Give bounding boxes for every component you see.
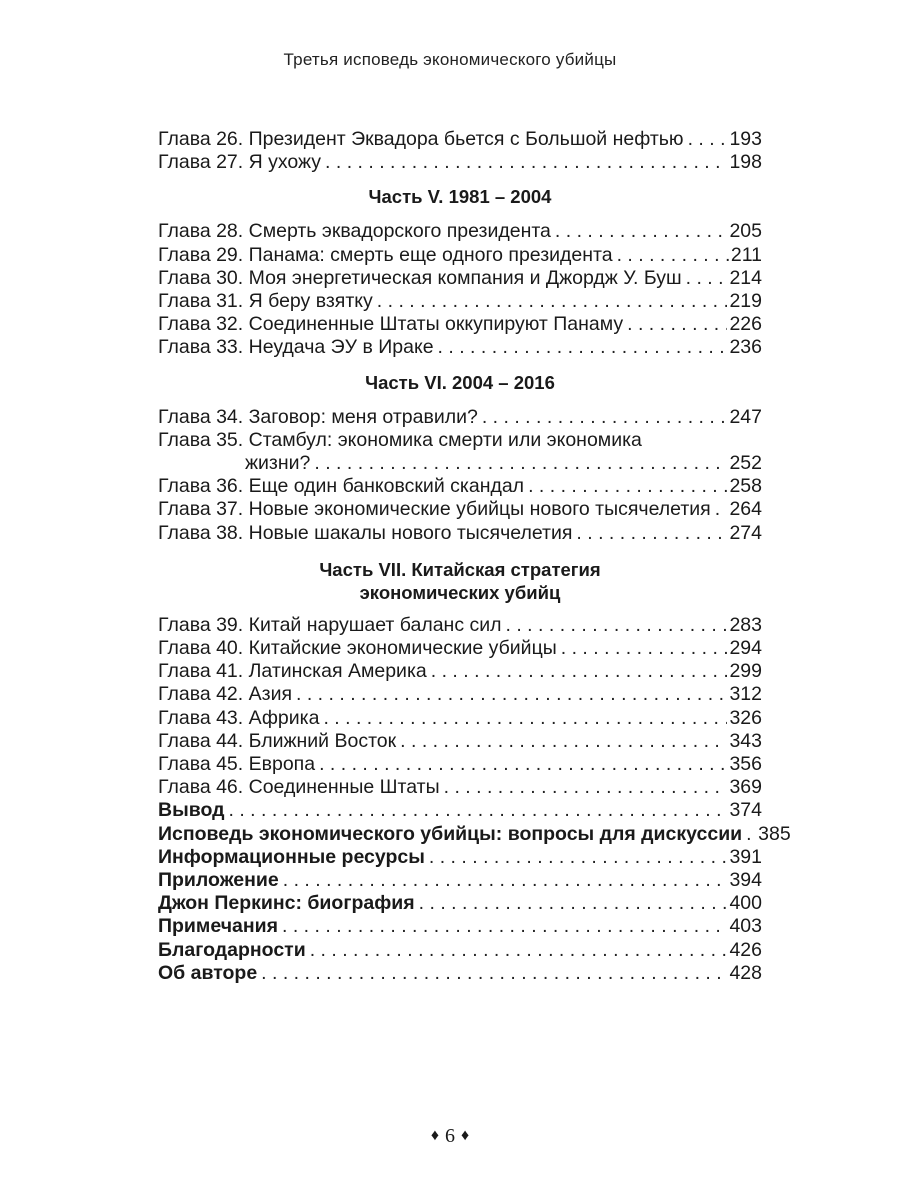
dot-leader [482, 406, 728, 429]
toc-entry-title-continued: жизни? [245, 452, 311, 475]
toc-entry[interactable] [158, 475, 762, 498]
dot-leader [314, 452, 727, 475]
toc-entry-title: Глава 44. Ближний Восток [158, 729, 397, 752]
dot-leader [325, 151, 727, 174]
toc-page-number: 326 [729, 706, 762, 729]
dot-leader [617, 244, 729, 267]
dot-leader [229, 799, 728, 822]
toc-entry-title: Глава 33. Неудача ЭУ в Ираке [158, 336, 434, 359]
toc-entry[interactable] [158, 267, 762, 290]
toc-page-number: 211 [730, 243, 762, 266]
toc-entry[interactable] [158, 151, 762, 174]
toc-entry[interactable] [158, 730, 762, 753]
toc-entry-title: Вывод [158, 799, 225, 822]
toc-entry[interactable] [158, 128, 762, 151]
toc-entry-title: Глава 39. Китай нарушает баланс сил [158, 613, 502, 636]
toc-entry-title: Об авторе [158, 961, 258, 984]
dot-leader [528, 475, 727, 498]
dot-leader [319, 753, 727, 776]
dot-leader [323, 707, 727, 730]
toc-entry[interactable] [158, 822, 791, 846]
toc-entry[interactable] [158, 220, 762, 243]
toc-entry[interactable] [158, 614, 762, 637]
toc-page-number: 205 [729, 220, 762, 243]
toc-page-number: 274 [729, 521, 762, 544]
dot-leader [555, 220, 728, 243]
toc-page-number: 394 [729, 869, 762, 892]
dot-leader [506, 614, 728, 637]
page-footer [0, 1125, 900, 1148]
dot-leader [296, 683, 727, 706]
toc-entry[interactable] [158, 637, 762, 660]
dot-leader [438, 336, 728, 359]
toc-entry[interactable] [158, 660, 762, 683]
toc-entry-title: Глава 36. Еще один банковский скандал [158, 475, 525, 498]
toc-entry[interactable] [158, 776, 762, 799]
toc-entry-title: Глава 43. Африка [158, 706, 320, 729]
part-heading [158, 185, 762, 208]
toc-page-number: 312 [729, 683, 762, 706]
toc-entry[interactable] [158, 290, 762, 313]
toc-entry-title: Джон Перкинс: биография [158, 892, 415, 915]
toc-entry[interactable] [158, 498, 762, 521]
toc-entry-title: Глава 35. Стамбул: экономика смерти или экономика [158, 428, 642, 451]
toc-entry[interactable] [158, 406, 762, 429]
toc-page-number: 400 [729, 892, 762, 915]
part-heading [158, 558, 762, 604]
toc-page-number: 374 [729, 799, 762, 822]
toc-entry[interactable] [158, 522, 762, 545]
toc-page-number: 299 [729, 660, 762, 683]
dot-leader [688, 128, 728, 151]
dot-leader [746, 823, 756, 846]
toc-entry-title: Исповедь экономического убийцы: вопросы для дискуссии [158, 822, 743, 845]
toc-page-number: 252 [729, 452, 762, 475]
toc-entry-title: Глава 40. Китайские экономические убийцы [158, 637, 557, 660]
toc-page-number: 264 [729, 498, 762, 521]
toc-page-number: 226 [729, 313, 762, 336]
dot-leader [419, 892, 728, 915]
toc-entry-title: Глава 28. Смерть эквадорского президента [158, 220, 551, 243]
dot-leader [686, 267, 728, 290]
part-heading-line: Часть VI. 2004 – 2016 [365, 371, 555, 393]
toc-entry-title: Глава 30. Моя энергетическая компания и Джордж У. Буш [158, 266, 682, 289]
toc-entry[interactable] [158, 683, 762, 706]
toc-entry-title: Глава 29. Панама: смерть еще одного президента [158, 243, 613, 266]
toc-entry[interactable] [158, 707, 762, 730]
dot-leader [444, 776, 728, 799]
toc-page-number: 214 [729, 266, 762, 289]
toc-entry-title: Глава 38. Новые шакалы нового тысячелетия [158, 521, 573, 544]
toc-page-number: 193 [729, 128, 762, 150]
dot-leader [561, 637, 728, 660]
toc-entry[interactable] [158, 869, 762, 892]
toc-entry-title: Приложение [158, 869, 279, 892]
toc-entry-title: Примечания [158, 915, 279, 938]
toc-page-number: 219 [729, 290, 762, 313]
toc-entry-title: Глава 46. Соединенные Штаты [158, 776, 440, 799]
toc-entry-title: Глава 32. Соединенные Штаты оккупируют Панаму [158, 313, 624, 336]
toc-page-number: 391 [729, 845, 762, 868]
toc-page-number: 283 [729, 613, 762, 636]
toc-entry-title: Глава 37. Новые экономические убийцы нового тысячелетия [158, 498, 711, 521]
page-number: 6 [445, 1125, 455, 1147]
toc-entry-title: Глава 27. Я ухожу [158, 151, 322, 174]
diamond-ornament-icon: ♦ [461, 1127, 470, 1144]
part-heading-line: Часть VII. Китайская стратегия [319, 558, 601, 580]
dot-leader [715, 498, 728, 521]
toc-page-number: 236 [729, 336, 762, 359]
toc-page-number: 369 [729, 776, 762, 799]
dot-leader [627, 313, 727, 336]
toc-entry-title: Глава 34. Заговор: меня отравили? [158, 405, 478, 428]
toc-entry[interactable] [158, 962, 762, 985]
dot-leader [429, 846, 728, 869]
dot-leader [576, 522, 727, 545]
toc-entry-title: Благодарности [158, 938, 306, 961]
toc-entry-title: Глава 45. Европа [158, 753, 316, 776]
toc-page-number: 258 [729, 475, 762, 498]
toc-page-number: 428 [729, 961, 762, 984]
toc-entry[interactable] [158, 336, 762, 359]
diamond-ornament-icon: ♦ [430, 1127, 439, 1144]
table-of-contents [158, 128, 791, 985]
dot-leader [377, 290, 728, 313]
toc-page-number: 426 [729, 938, 762, 961]
toc-page-number: 247 [729, 405, 762, 428]
toc-entry[interactable] [158, 313, 762, 336]
toc-entry[interactable] [158, 892, 762, 915]
dot-leader [261, 962, 727, 985]
toc-entry-title: Информационные ресурсы [158, 845, 425, 868]
dot-leader [282, 915, 727, 938]
part-heading-line: Часть V. 1981 – 2004 [368, 186, 552, 208]
toc-entry[interactable] [158, 244, 762, 267]
toc-entry-title: Глава 31. Я беру взятку [158, 290, 373, 313]
toc-entry[interactable] [158, 915, 762, 938]
dot-leader [283, 869, 728, 892]
toc-entry[interactable] [158, 939, 762, 962]
toc-entry[interactable] [158, 846, 762, 869]
toc-page-number: 385 [758, 822, 791, 845]
dot-leader [400, 730, 727, 753]
toc-entry-title: Глава 41. Латинская Америка [158, 660, 427, 683]
toc-entry[interactable] [158, 799, 762, 822]
part-heading [158, 371, 762, 394]
toc-page-number: 403 [729, 915, 762, 938]
part-heading-line: экономических убийц [359, 581, 561, 603]
toc-page-number: 294 [729, 637, 762, 660]
toc-page-number: 343 [729, 729, 762, 752]
toc-entry-title: Глава 26. Президент Эквадора бьется с Большой нефтью [158, 128, 684, 150]
running-head: Третья исповедь экономического убийцы [283, 50, 617, 69]
toc-page-number: 198 [729, 151, 762, 174]
toc-entry[interactable] [158, 753, 762, 776]
toc-entry[interactable] [158, 429, 762, 475]
dot-leader [431, 660, 728, 683]
toc-page-number: 356 [729, 753, 762, 776]
toc-entry-title: Глава 42. Азия [158, 683, 293, 706]
dot-leader [310, 939, 728, 962]
